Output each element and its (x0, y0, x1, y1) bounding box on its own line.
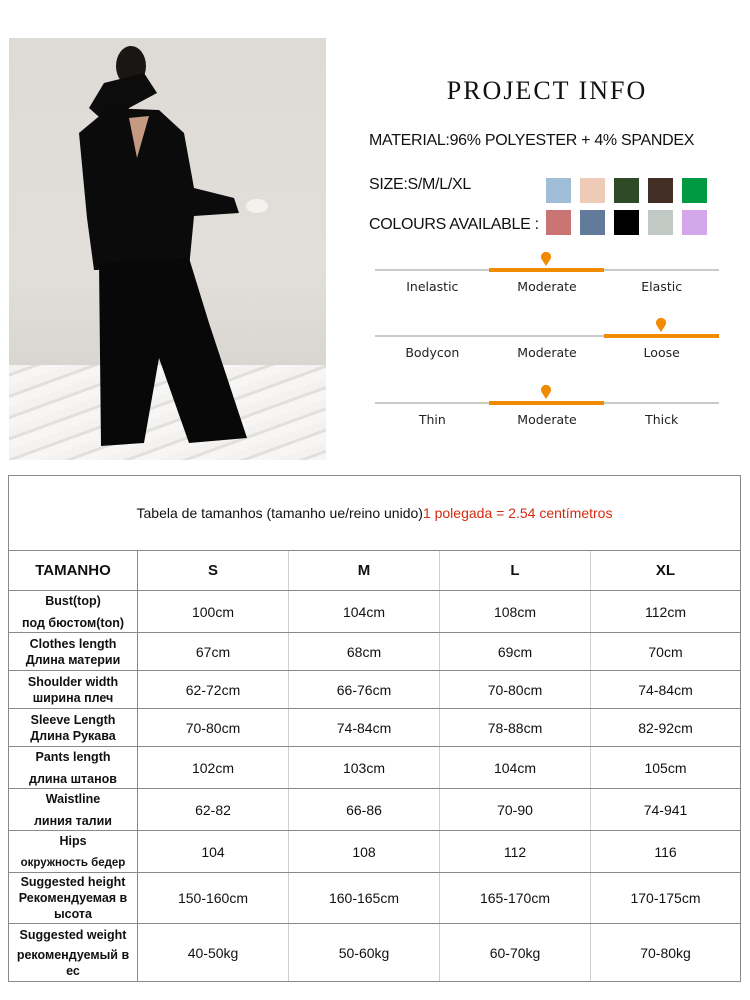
scale-label-selected: Moderate (517, 412, 577, 427)
cell-value: 112 (440, 831, 591, 873)
cell-value: 105cm (591, 747, 741, 789)
cell-value: 104cm (440, 747, 591, 789)
row-label: Hips окружность бедер (9, 831, 138, 873)
header-m: M (289, 551, 440, 591)
table-row (9, 747, 741, 789)
table-row (9, 671, 741, 709)
table-row (9, 789, 741, 831)
cell-value: 165-170cm (440, 873, 591, 924)
location-pin-icon (540, 252, 552, 266)
cell-value: 70cm (591, 633, 741, 671)
size-chart-table (8, 475, 741, 982)
scale-active-segment (489, 401, 604, 405)
swatch-dark-green[interactable] (614, 178, 639, 203)
cell-value: 103cm (289, 747, 440, 789)
table-row (9, 924, 741, 982)
row-label: Waistline линия талии (9, 789, 138, 831)
scale-label: Bodycon (405, 345, 460, 360)
cell-value: 60-70kg (440, 924, 591, 982)
cell-value: 108 (289, 831, 440, 873)
location-pin-icon (540, 385, 552, 399)
scale-active-segment (489, 268, 604, 272)
cell-value: 108cm (440, 591, 591, 633)
row-label: Sleeve Length Длина Рукава (9, 709, 138, 747)
table-row (9, 633, 741, 671)
cell-value: 104 (138, 831, 289, 873)
table-header-row (9, 551, 741, 591)
colour-swatches-row-1 (546, 178, 707, 203)
conversion-note: 1 polegada = 2.54 centímetros (422, 505, 613, 521)
table-caption-row (9, 476, 741, 551)
scale-label: Thick (645, 412, 679, 427)
cell-value: 112cm (591, 591, 741, 633)
swatch-slate-blue[interactable] (580, 210, 605, 235)
product-photo (9, 38, 326, 460)
swatch-green[interactable] (682, 178, 707, 203)
scale-label: Thin (418, 412, 446, 427)
cell-value: 150-160cm (138, 873, 289, 924)
location-pin-icon (655, 318, 667, 332)
header-s: S (138, 551, 289, 591)
cell-value: 100cm (138, 591, 289, 633)
row-label: Suggested weight рекомендуемый в ес (9, 924, 138, 982)
project-info-title: PROJECT INFO (446, 76, 648, 105)
cell-value: 70-80cm (138, 709, 289, 747)
swatch-black[interactable] (614, 210, 639, 235)
cell-value: 68cm (289, 633, 440, 671)
scale-active-segment (604, 334, 719, 338)
row-label: Pants length длина штанов (9, 747, 138, 789)
material-text: MATERIAL:96% POLYESTER + 4% SPANDEX (369, 132, 695, 149)
header-l: L (440, 551, 591, 591)
row-label: Shoulder width ширина плеч (9, 671, 138, 709)
cell-value: 78-88cm (440, 709, 591, 747)
row-label: Clothes length Длина материи (9, 633, 138, 671)
cell-value: 170-175cm (591, 873, 741, 924)
cell-value: 70-90 (440, 789, 591, 831)
swatch-lilac[interactable] (682, 210, 707, 235)
cell-value: 74-84cm (591, 671, 741, 709)
table-row (9, 591, 741, 633)
scale-label: Elastic (641, 279, 683, 294)
row-label: Bust(top) под бюстом(ton) (9, 591, 138, 633)
header-size: TAMANHO (9, 551, 138, 591)
cell-value: 102cm (138, 747, 289, 789)
cell-value: 67cm (138, 633, 289, 671)
table-caption (9, 476, 741, 551)
scale-label: Inelastic (406, 279, 459, 294)
cell-value: 116 (591, 831, 741, 873)
size-text: SIZE:S/M/L/XL (369, 176, 471, 193)
swatch-sage-grey[interactable] (648, 210, 673, 235)
scale-label: Moderate (517, 345, 577, 360)
swatch-dusty-rose[interactable] (546, 210, 571, 235)
table-row (9, 873, 741, 924)
scale-label-selected: Moderate (517, 279, 577, 294)
table-row (9, 709, 741, 747)
header-xl: XL (591, 551, 741, 591)
cell-value: 40-50kg (138, 924, 289, 982)
cell-value: 62-72cm (138, 671, 289, 709)
swatch-peach[interactable] (580, 178, 605, 203)
cell-value: 74-941 (591, 789, 741, 831)
cell-value: 70-80cm (440, 671, 591, 709)
cell-value: 82-92cm (591, 709, 741, 747)
cell-value: 160-165cm (289, 873, 440, 924)
table-row (9, 831, 741, 873)
cell-value: 66-86 (289, 789, 440, 831)
caption-text: Tabela de tamanhos (tamanho ue/reino unido) (136, 505, 423, 521)
cell-value: 74-84cm (289, 709, 440, 747)
cell-value: 70-80kg (591, 924, 741, 982)
swatch-light-blue[interactable] (546, 178, 571, 203)
cell-value: 50-60kg (289, 924, 440, 982)
swatch-dark-brown[interactable] (648, 178, 673, 203)
cell-value: 66-76cm (289, 671, 440, 709)
cell-value: 62-82 (138, 789, 289, 831)
model-silhouette (9, 38, 326, 460)
colour-swatches-row-2 (546, 210, 707, 235)
cell-value: 69cm (440, 633, 591, 671)
scale-label-selected: Loose (643, 345, 680, 360)
cell-value: 104cm (289, 591, 440, 633)
colours-label: COLOURS AVAILABLE : (369, 216, 539, 233)
row-label: Suggested height Рекомендуемая в ысота (9, 873, 138, 924)
